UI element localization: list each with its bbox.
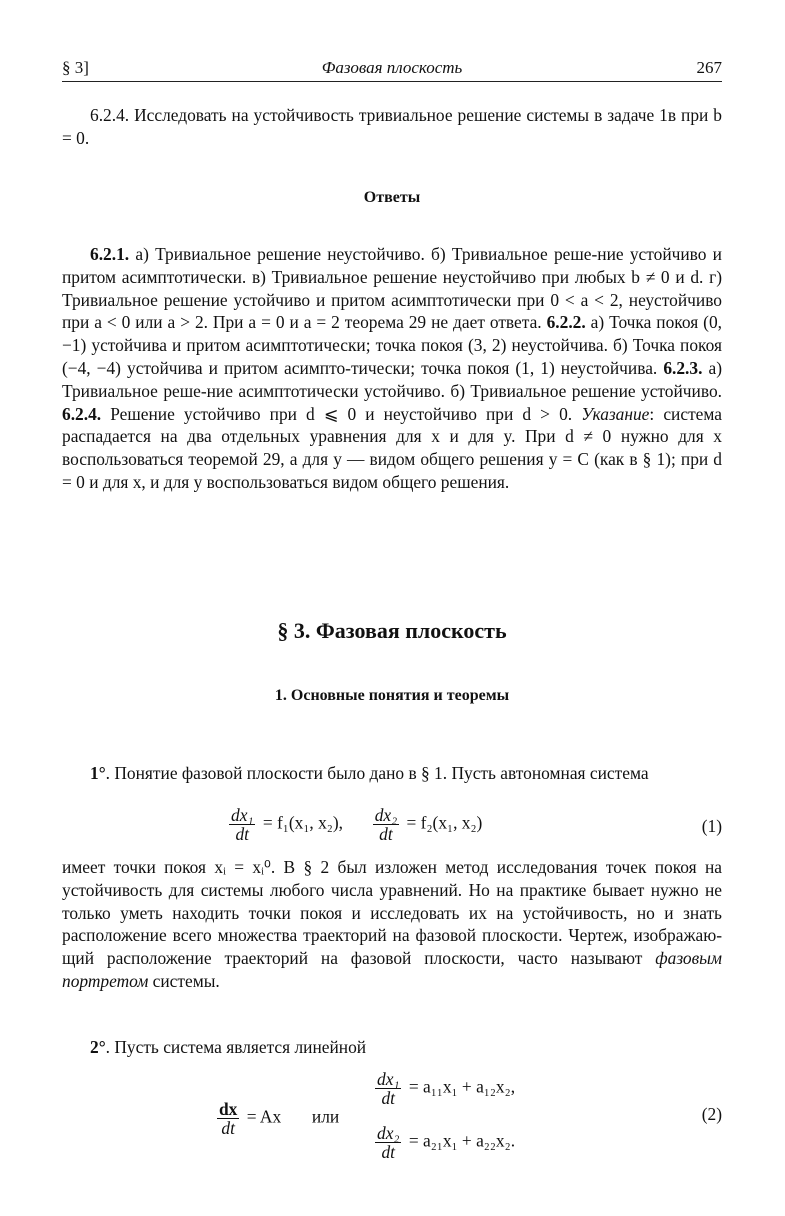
eq2-lhs-frac	[217, 1100, 239, 1137]
equation-1-number: (1)	[701, 816, 722, 836]
answer-text-6-2-1: а) Тривиальное решение неустойчиво. б) Тривиальное реше-ние устойчиво и притом асимптотически. в) Тривиальное решение неустойчиво при любых b ≠ 0 и d. г) Тривиальное решение устойчиво и притом асимптотически при 0 < a < 2, неустойчиво при a < 0 или a > 2. При a = 0 и a = 2 теорема 29 не дает ответа.	[62, 244, 722, 333]
eq2-lhs-den: dt	[221, 1118, 235, 1138]
eq1-frac-1	[229, 806, 255, 843]
answer-text-6-2-4: Решение устойчиво при d ⩽ 0 и неустойчиво при d > 0.	[101, 403, 582, 424]
equation-2-row-2	[372, 1124, 515, 1161]
section-heading: § 3. Фазовая плоскость	[277, 618, 507, 643]
hint-text: : система распадается на два отдельных уравнения для x и для y. При d ≠ 0 нужно для x воспользоваться теоремой 29, а для y — видом общего решения y = C (как в § 1); при d = 0 и для x, и для y воспользоваться видом общего решения.	[62, 403, 722, 492]
subsection-heading: 1. Основные понятия и теоремы	[274, 687, 510, 704]
equation-2-row-1	[372, 1070, 515, 1107]
eq2-den-2: dt	[381, 1142, 395, 1162]
eq1-frac-2	[373, 806, 399, 843]
para3-text: . Пусть система является линейной	[105, 1037, 367, 1057]
equation-2-number: (2)	[701, 1104, 722, 1124]
page-number: 267	[696, 58, 722, 77]
answer-num-6-2-1: 6.2.1.	[90, 244, 130, 264]
equation-1	[226, 806, 482, 843]
para2-text-2: системы.	[148, 970, 220, 991]
answers-paragraph	[62, 243, 722, 494]
para2-text-1: имеет точки покоя xᵢ = xᵢ⁰. В § 2 был изложен метод исследования точек покоя на устойчивость для системы любого числа уравнений. Но на практике бывает нужно не только уметь находить точки покоя и исследовать их на устойчивость, но и знать расположение всего множества траекторий на фазовой плоскости. Чертеж, изображаю-щий расположение траекторий на фазовой плоскости, часто называют	[62, 857, 722, 969]
eq1-rhs-2: = f₂(x₁, x₂)	[406, 812, 483, 833]
eq1-num-1: dx₁	[231, 805, 254, 825]
eq2-den-1: dt	[381, 1088, 395, 1108]
header-rule	[62, 81, 722, 82]
eq2-or: или	[311, 1106, 340, 1127]
phase-portrait-term: фазовым портретом	[62, 948, 722, 991]
problem-line-2: в задаче 1в при b = 0.	[62, 105, 722, 148]
paragraph-3	[62, 1036, 722, 1059]
header-title: Фазовая плоскость	[321, 58, 463, 77]
header-section: § 3]	[62, 58, 89, 77]
eq1-rhs-1: = f₁(x₁, x₂),	[262, 812, 343, 833]
eq1-den-1: dt	[235, 824, 249, 844]
answer-num-6-2-3: 6.2.3.	[663, 357, 703, 378]
eq2-lhs-num: dx	[219, 1099, 238, 1119]
answer-num-6-2-2: 6.2.2.	[546, 312, 586, 333]
eq2-rhs-2: = a₂₁x₁ + a₂₂x₂.	[408, 1130, 516, 1151]
answer-text-6-2-2: а) Точка покоя (0, −1) устойчива и притом асимптотически; точка покоя (3, 2) неустойчива. б) Точка покоя (−4, −4) устойчива и притом асимпто-тически; точка покоя (1, 1) неустойчива.	[62, 312, 722, 378]
answers-heading: Ответы	[363, 189, 421, 206]
para3-lead: 2°	[90, 1037, 106, 1057]
para1-text: . Понятие фазовой плоскости было дано в § 1. Пусть автономная система	[105, 763, 649, 783]
eq2-frac-2	[375, 1124, 401, 1161]
eq1-den-2: dt	[379, 824, 393, 844]
problem-line-1: 6.2.4. Исследовать на устойчивость тривиальное решение системы	[90, 105, 590, 125]
answer-num-6-2-4: 6.2.4.	[62, 403, 102, 424]
paragraph-2	[62, 856, 722, 993]
eq1-num-2: dx₂	[374, 805, 398, 825]
paragraph-1	[62, 762, 722, 785]
answer-text-6-2-3: а) Тривиальное реше-ние асимптотически устойчиво. б) Тривиальное решение устойчиво.	[62, 357, 723, 401]
eq2-num-2: dx₂	[377, 1123, 400, 1143]
para1-lead: 1°	[90, 763, 106, 783]
eq2-num-1: dx₁	[377, 1069, 400, 1089]
running-header	[62, 58, 722, 80]
problem-6-2-4	[62, 104, 722, 150]
equation-2-lhs	[214, 1100, 339, 1137]
eq2-lhs-rhs: = Ax	[246, 1106, 282, 1127]
eq2-rhs-1: = a₁₁x₁ + a₁₂x₂,	[408, 1076, 516, 1097]
eq2-frac-1	[375, 1070, 401, 1107]
hint-label: Указание	[581, 403, 650, 424]
